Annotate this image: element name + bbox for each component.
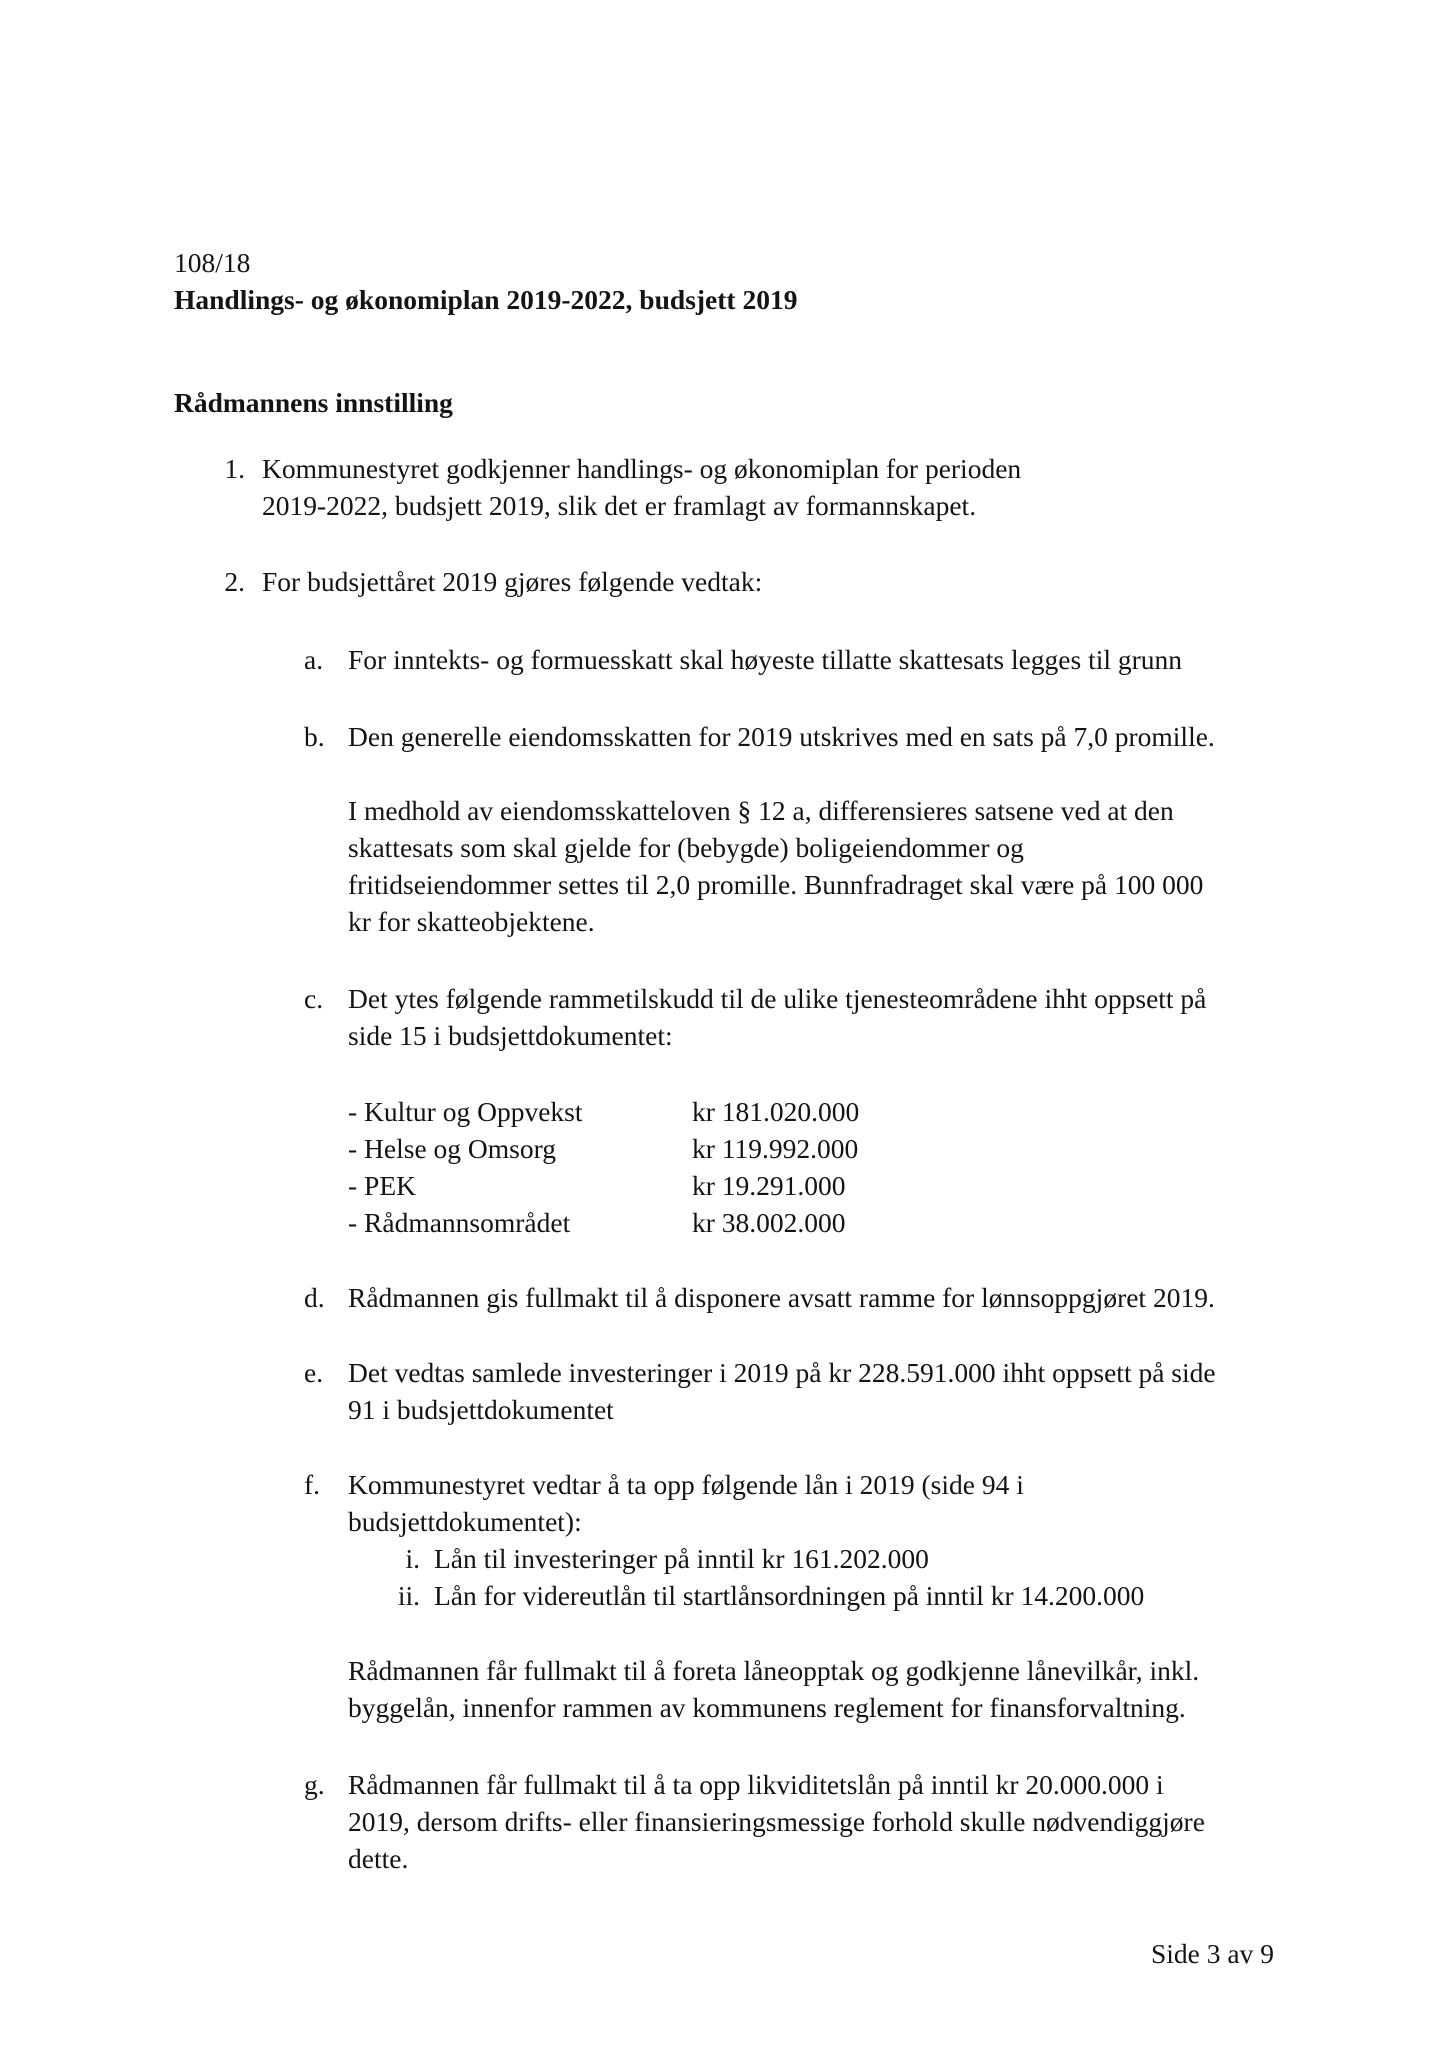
loan-marker: ii. bbox=[397, 1580, 420, 1611]
loan-marker: i. bbox=[405, 1543, 420, 1574]
subitem-marker: a. bbox=[304, 644, 324, 675]
subitem-marker: f. bbox=[304, 1469, 321, 1500]
subitem-text: Det ytes følgende rammetilskudd til de ulike tjenesteområdene ihht oppsett på side 15 i budsjettdokumentet: bbox=[348, 983, 1207, 1051]
frame-area: - Kultur og Oppvekst bbox=[348, 1096, 583, 1127]
frame-area: - Rådmannsområdet bbox=[348, 1207, 571, 1238]
frame-area: - Helse og Omsorg bbox=[348, 1133, 557, 1164]
list-item-text: Kommunestyret godkjenner handlings- og økonomiplan for perioden 2019-2022, budsjett 2019, slik det er framlagt av formannskapet. bbox=[262, 453, 1022, 521]
list-item-text: For budsjettåret 2019 gjøres følgende vedtak: bbox=[262, 566, 763, 597]
subitem-text: Den generelle eiendomsskatten for 2019 utskrives med en sats på 7,0 promille. bbox=[348, 721, 1215, 752]
subitem-marker: e. bbox=[304, 1357, 324, 1388]
frame-area: - PEK bbox=[348, 1170, 416, 1201]
subitem-text: For inntekts- og formuesskatt skal høyeste tillatte skattesats legges til grunn bbox=[348, 644, 1183, 675]
subitem-marker: c. bbox=[304, 983, 324, 1014]
subitem-text: Det vedtas samlede investeringer i 2019 på kr 228.591.000 ihht oppsett på side 91 i budsjettdokumentet bbox=[348, 1357, 1216, 1425]
section-heading: Rådmannens innstilling bbox=[174, 387, 453, 418]
case-number: 108/18 bbox=[174, 247, 251, 278]
case-title: Handlings- og økonomiplan 2019-2022, budsjett 2019 bbox=[174, 284, 798, 315]
subitem-text: Rådmannen gis fullmakt til å disponere avsatt ramme for lønnsoppgjøret 2019. bbox=[348, 1282, 1215, 1313]
list-item-marker: 1. bbox=[224, 453, 245, 484]
loan-text: Lån for videreutlån til startlånsordningen på inntil kr 14.200.000 bbox=[434, 1580, 1145, 1611]
frame-amount: kr 119.992.000 bbox=[692, 1133, 859, 1164]
loan-text: Lån til investeringer på inntil kr 161.202.000 bbox=[434, 1543, 929, 1574]
subitem-marker: g. bbox=[304, 1769, 325, 1800]
subitem-text: Kommunestyret vedtar å ta opp følgende lån i 2019 (side 94 i budsjettdokumentet): bbox=[348, 1469, 1024, 1537]
list-item-marker: 2. bbox=[224, 566, 245, 597]
subitem-marker: d. bbox=[304, 1282, 325, 1313]
frame-amount: kr 181.020.000 bbox=[692, 1096, 860, 1127]
subitem-text: Rådmannen får fullmakt til å ta opp likviditetslån på inntil kr 20.000.000 i 2019, dersom drifts- eller finansieringsmessige forhold skulle nødvendiggjøre dette. bbox=[348, 1769, 1205, 1874]
subitem-paragraph: Rådmannen får fullmakt til å foreta låneopptak og godkjenne lånevilkår, inkl. byggelån, innenfor rammen av kommunens reglement for finansforvaltning. bbox=[348, 1655, 1200, 1723]
page-number: Side 3 av 9 bbox=[1151, 1938, 1274, 1969]
frame-amount: kr 19.291.000 bbox=[692, 1170, 846, 1201]
subitem-paragraph: I medhold av eiendomsskatteloven § 12 a, differensieres satsene ved at den skattesats som skal gjelde for (bebygde) boligeiendommer og fritidseiendommer settes til 2,0 promille. Bunnfradraget skal være på 100 000 kr for skatteobjektene. bbox=[348, 795, 1204, 937]
subitem-marker: b. bbox=[304, 721, 325, 752]
frame-amount: kr 38.002.000 bbox=[692, 1207, 846, 1238]
